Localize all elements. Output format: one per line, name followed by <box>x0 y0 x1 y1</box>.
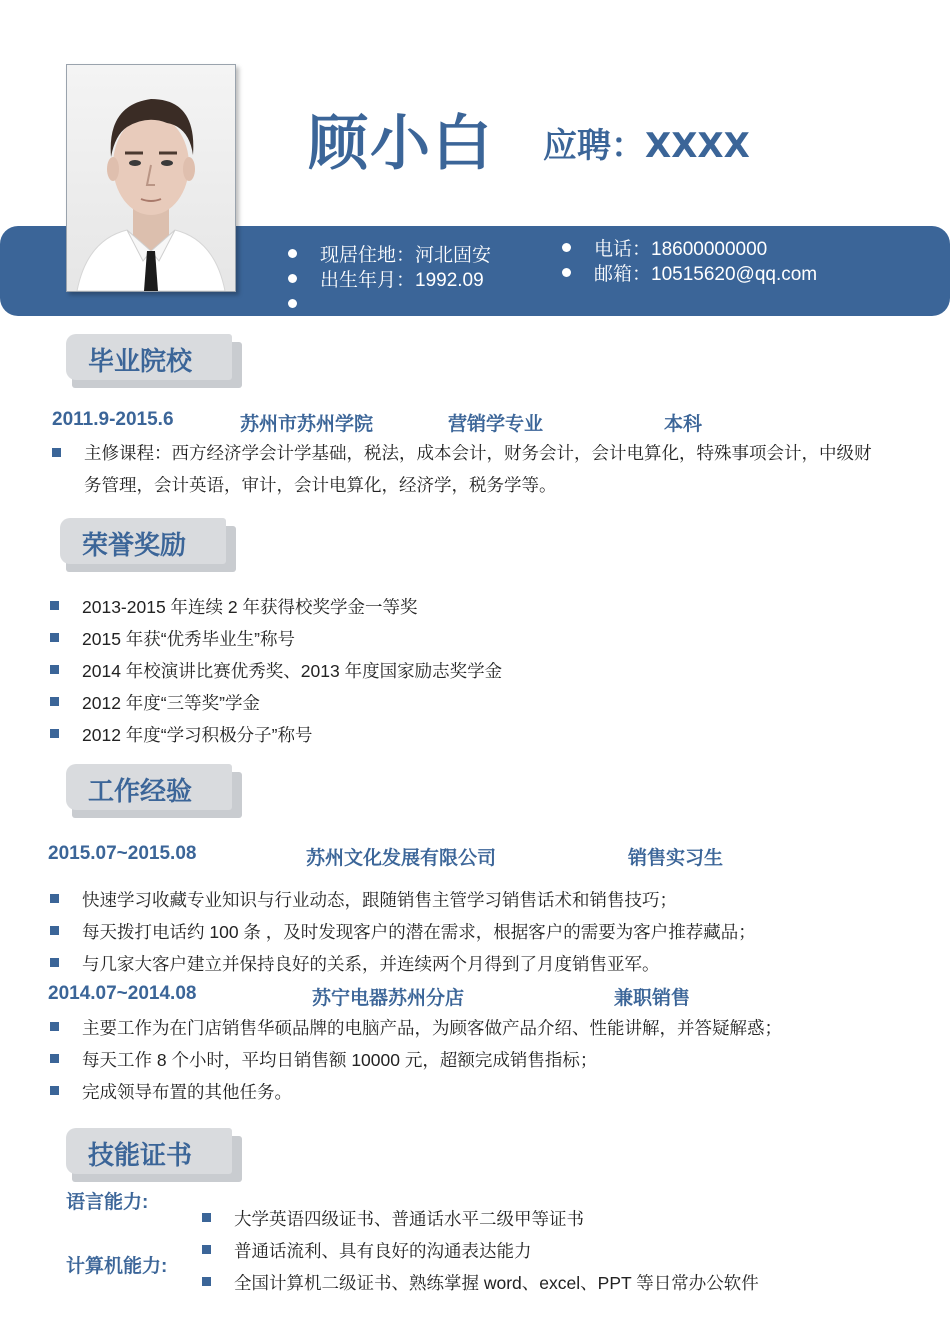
list-item: 每天工作 8 个小时，平均日销售额 10000 元，超额完成销售指标； <box>82 1050 598 1070</box>
list-item: 每天拨打电话约 100 条 ，及时发现客户的潜在需求，根据客户的需要为客户推荐藏品； <box>82 922 756 942</box>
edu-period: 2011.9-2015.6 <box>52 409 174 430</box>
job1-role: 销售实习生 <box>628 848 724 869</box>
bullet-dot-icon <box>288 249 297 258</box>
square-bullet-icon <box>202 1245 211 1254</box>
bullet-dot-icon <box>562 268 571 277</box>
section-tab-education <box>66 334 242 382</box>
job1-period: 2015.07~2015.08 <box>48 843 197 864</box>
bullet-dot-icon <box>288 299 297 308</box>
square-bullet-icon <box>50 633 59 642</box>
job2-company: 苏宁电器苏州分店 <box>312 988 465 1009</box>
bullet-dot-icon <box>288 274 297 283</box>
list-item: 与几家大客户建立并保持良好的关系，并连续两个月得到了月度销售亚军。 <box>82 954 660 974</box>
square-bullet-icon <box>52 448 61 457</box>
section-tab-skills <box>66 1128 242 1176</box>
list-item: 2012 年度“三等奖”学金 <box>82 693 260 713</box>
job2-period: 2014.07~2014.08 <box>48 983 197 1004</box>
candidate-name: 顾小白 <box>308 109 494 179</box>
square-bullet-icon <box>50 697 59 706</box>
edu-courses: 主修课程：西方经济学会计学基础，税法，成本会计，财务会计，会计电算化，特殊事项会计，中级财务管理，会计英语，审计，会计电算化，经济学，税务学等。 <box>84 443 872 495</box>
info-birth: 出生年月：1992.09 <box>320 270 484 291</box>
section-tab-honors <box>60 518 236 566</box>
list-item: 2014 年校演讲比赛优秀奖、2013 年度国家励志奖学金 <box>82 661 503 681</box>
edu-major: 营销学专业 <box>448 414 544 435</box>
square-bullet-icon <box>50 1022 59 1031</box>
info-residence: 现居住地：河北固安 <box>320 245 492 266</box>
applied-position: 应聘：XXXX <box>543 126 750 166</box>
square-bullet-icon <box>50 894 59 903</box>
info-phone: 电话：18600000000 <box>594 239 768 260</box>
list-item: 快速学习收藏专业知识与行业动态，跟随销售主管学习销售话术和销售技巧； <box>82 890 677 910</box>
list-item: 主要工作为在门店销售华硕品牌的电脑产品，为顾客做产品介绍、性能讲解，并答疑解惑； <box>82 1018 782 1038</box>
job2-role: 兼职销售 <box>614 988 691 1009</box>
job1-company: 苏州文化发展有限公司 <box>306 848 497 869</box>
info-email: 邮箱：10515620@qq.com <box>594 264 818 285</box>
list-item: 2015 年获“优秀毕业生”称号 <box>82 629 295 649</box>
section-tab-work <box>66 764 242 812</box>
bullet-dot-icon <box>562 243 571 252</box>
square-bullet-icon <box>50 601 59 610</box>
square-bullet-icon <box>202 1213 211 1222</box>
square-bullet-icon <box>50 729 59 738</box>
section-title: 毕业院校 <box>88 347 193 377</box>
list-item: 大学英语四级证书、普通话水平二级甲等证书 <box>234 1209 584 1229</box>
profile-photo <box>66 64 236 292</box>
square-bullet-icon <box>50 1054 59 1063</box>
square-bullet-icon <box>50 958 59 967</box>
language-label: 语言能力: <box>66 1192 149 1213</box>
list-item: 完成领导布置的其他任务。 <box>82 1082 292 1102</box>
edu-school: 苏州市苏州学院 <box>240 414 374 435</box>
person-photo-icon <box>67 65 235 291</box>
square-bullet-icon <box>50 1086 59 1095</box>
list-item: 普通话流利、具有良好的沟通表达能力 <box>234 1241 532 1261</box>
square-bullet-icon <box>202 1277 211 1286</box>
computer-label: 计算机能力: <box>66 1256 168 1277</box>
edu-degree: 本科 <box>664 414 703 435</box>
list-item: 2012 年度“学习积极分子”称号 <box>82 725 313 745</box>
list-item: 2013-2015 年连续 2 年获得校奖学金一等奖 <box>82 597 418 617</box>
list-item: 全国计算机二级证书、熟练掌握 word、excel、PPT 等日常办公软件 <box>234 1273 759 1293</box>
section-title: 荣誉奖励 <box>82 531 187 561</box>
square-bullet-icon <box>50 665 59 674</box>
section-title: 工作经验 <box>88 777 193 807</box>
square-bullet-icon <box>50 926 59 935</box>
section-title: 技能证书 <box>88 1141 193 1171</box>
